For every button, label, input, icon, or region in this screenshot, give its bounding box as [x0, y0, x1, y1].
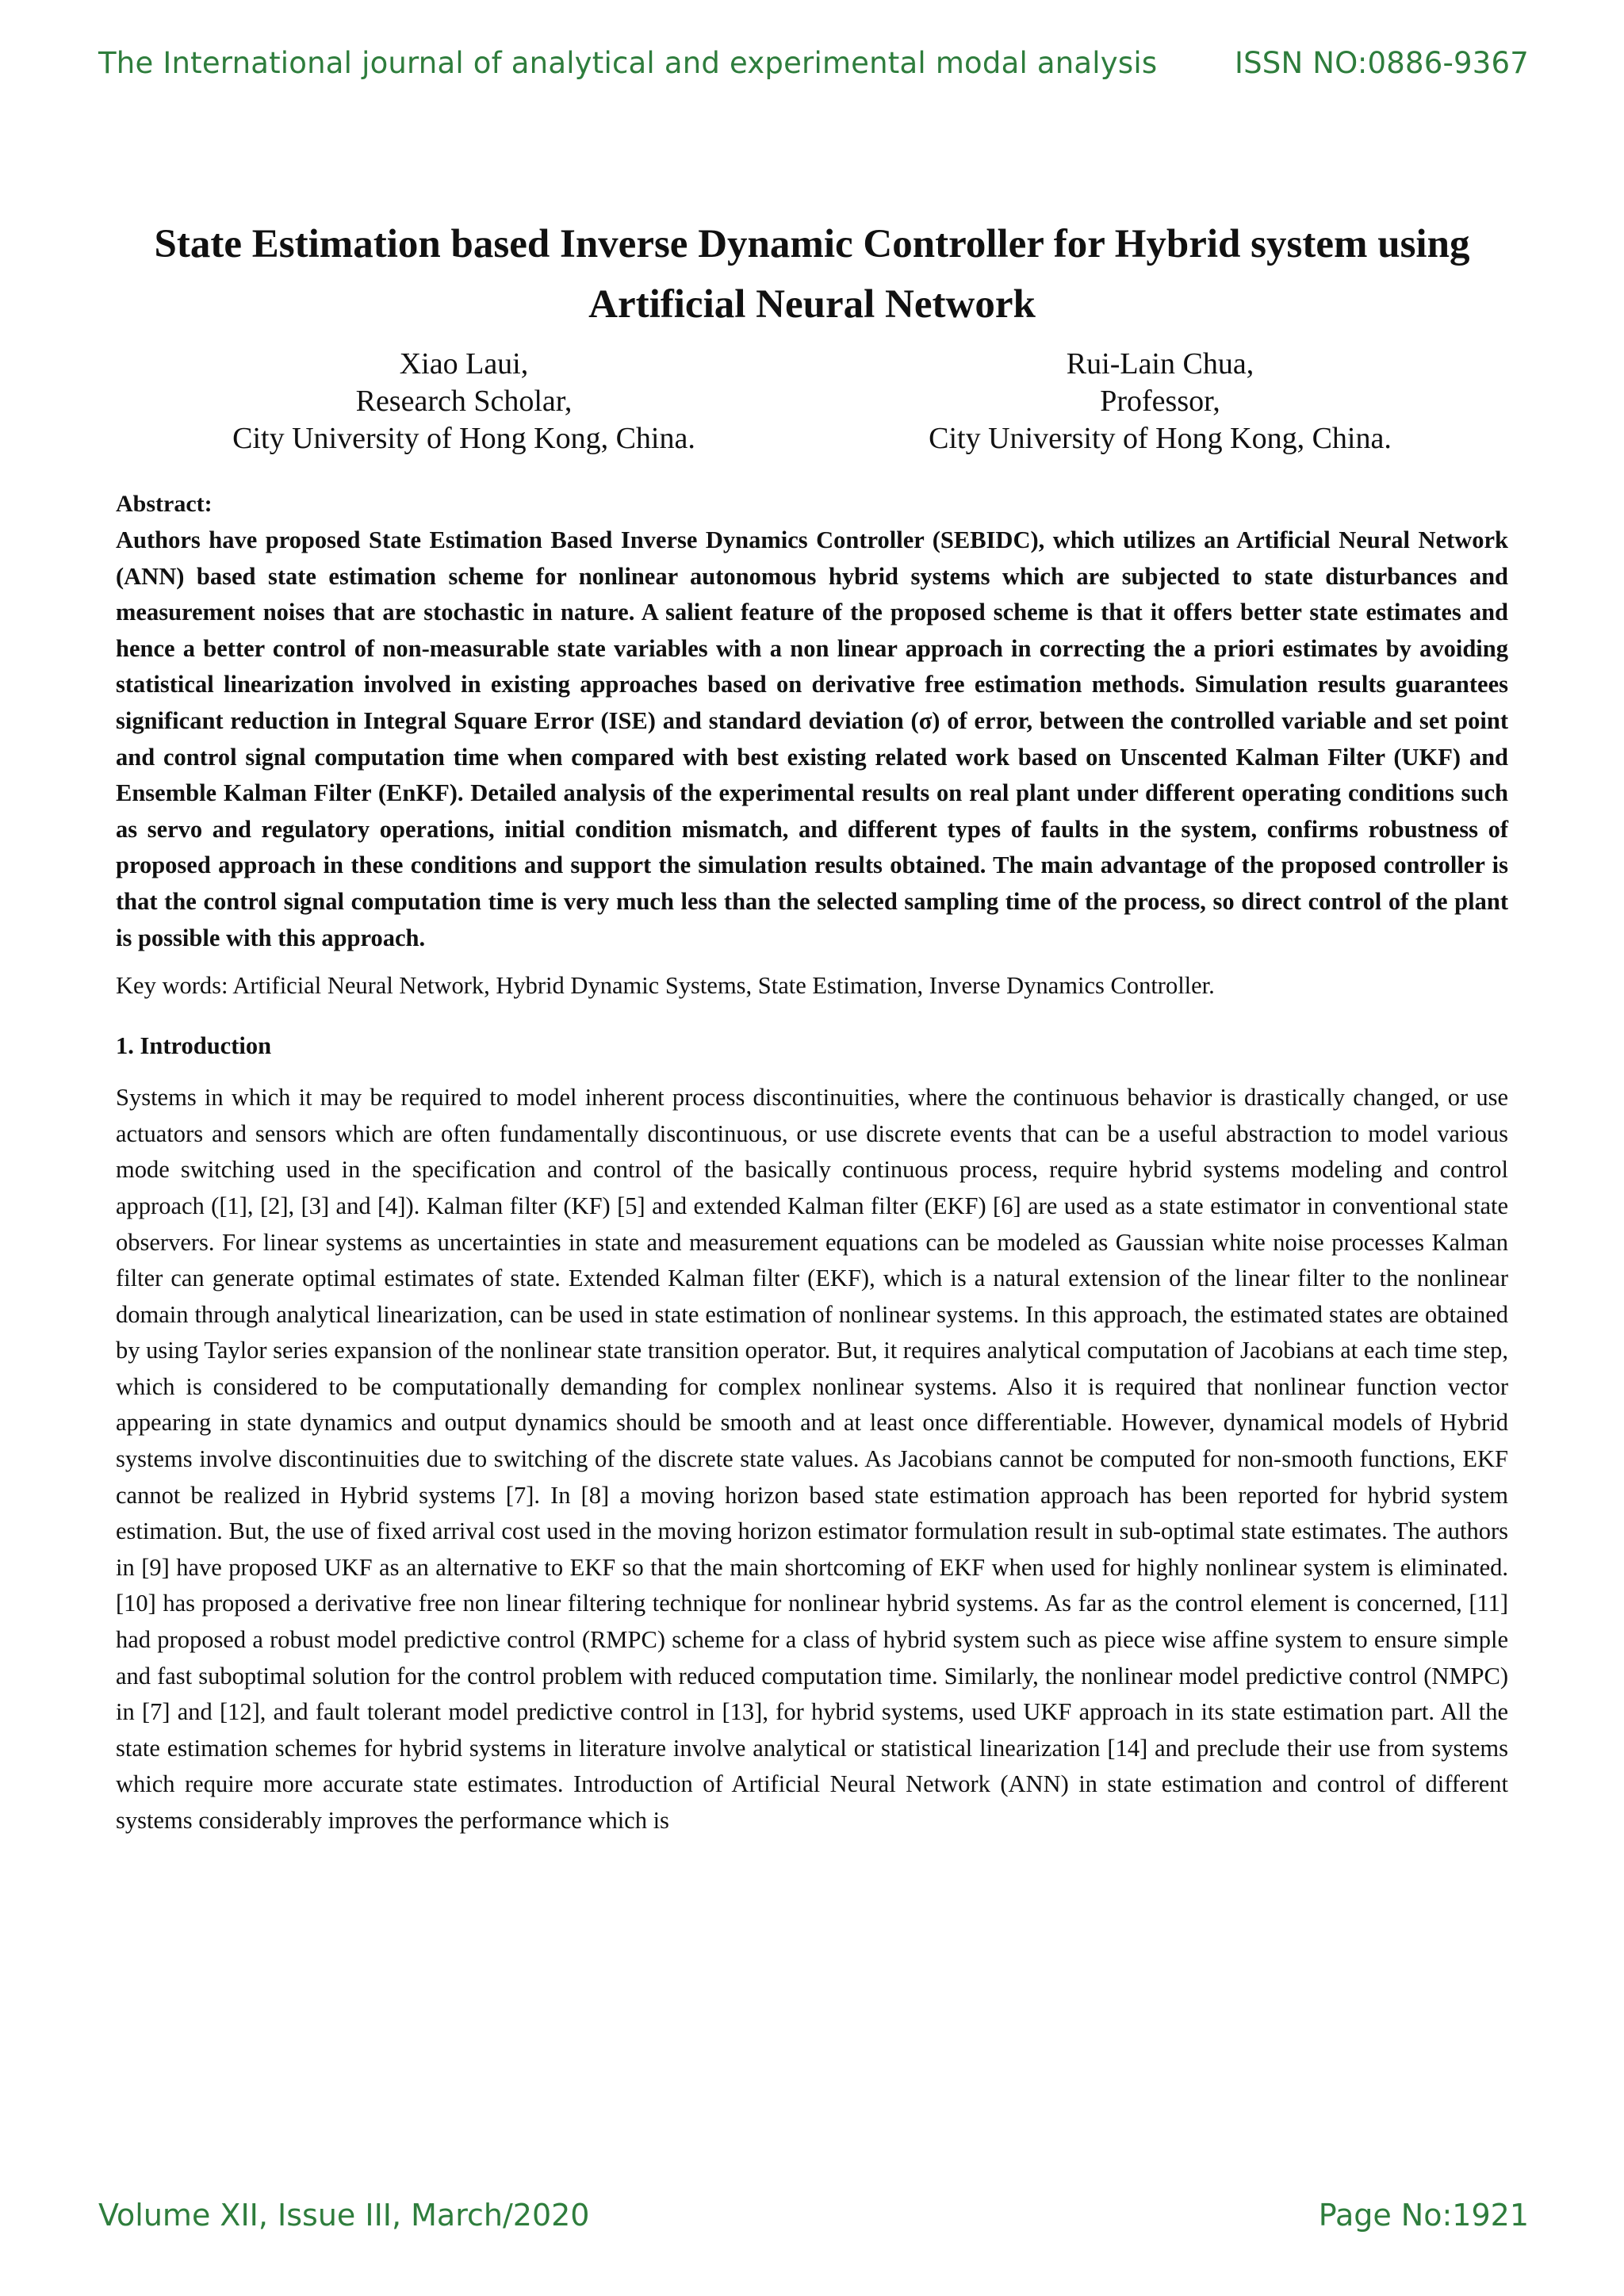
introduction-paragraph: Systems in which it may be required to model inherent process discontinuities, where the continuous behavior is drastically changed, or use actuators and sensors which are often fundamentally discontinuous, or use discrete events that can be a useful abstraction to model various mode switching used in the specification and control of the basically continuous process, require hybrid systems modeling and control approach ([1], [2], [3] and [4]). Kalman filter (KF) [5] and extended Kalman filter (EKF) [6] are used as a state estimator in conventional state observers. For linear systems as uncertainties in state and measurement equations can be modeled as Gaussian white noise processes Kalman filter can generate optimal estimates of state. Extended Kalman filter (EKF), which is a natural extension of the linear filter to the nonlinear domain through analytical linearization, can be used in state estimation of nonlinear systems. In this approach, the estimated states are obtained by using Taylor series expansion of the nonlinear state transition operator. But, it requires analytical computation of Jacobians at each time step, which is considered to be computationally demanding for complex nonlinear systems. Also it is required that nonlinear function vector appearing in state dynamics and output dynamics should be smooth and at least once differentiable. However, dynamical models of Hybrid systems involve discontinuities due to switching of the discrete state values. As Jacobians cannot be computed for non-smooth functions, EKF cannot be realized in Hybrid systems [7]. In [8] a moving horizon based state estimation approach has been reported for hybrid system estimation. But, the use of fixed arrival cost used in the moving horizon estimator formulation result in sub-optimal state estimates. The authors in [9] have proposed UKF as an alternative to EKF so that the main shortcoming of EKF when used for highly nonlinear system is eliminated. [10] has proposed a derivative free non linear filtering technique for nonlinear hybrid systems. As far as the control element is concerned, [11] had proposed a robust model predictive control (RMPC) scheme for a class of hybrid system such as piece wise affine system to ensure simple and fast suboptimal solution for the control problem with reduced computation time. Similarly, the nonlinear model predictive control (NMPC) in [7] and [12], and fault tolerant model predictive control in [13], for hybrid systems, used UKF approach in its state estimation part. All the state estimation schemes for hybrid systems in literature involve analytical or statistical linearization [14] and preclude their use from systems which require more accurate state estimates. Introduction of Artificial Neural Network (ANN) in state estimation and control of different systems considerably improves the performance which is: [116, 1084, 1508, 1834]
author-2: [812, 346, 1508, 457]
keywords: Key words: Artificial Neural Network, Hybrid Dynamic Systems, State Estimation, Inverse Dynamics Controller.: [116, 972, 1215, 1000]
issn-number: ISSN NO:0886-9367: [1234, 46, 1529, 80]
abstract-text: Authors have proposed State Estimation Based Inverse Dynamics Controller (SEBIDC), which utilizes an Artificial Neural Network (ANN) based state estimation scheme for nonlinear autonomous hybrid systems which are subjected to state disturbances and measurement noises that are stochastic in nature. A salient feature of the proposed scheme is that it offers better state estimates and hence a better control of non-measurable state variables with a non linear approach in correcting the a priori estimates by avoiding statistical linearization involved in existing approaches based on derivative free estimation methods. Simulation results guarantees significant reduction in Integral Square Error (ISE) and standard deviation (σ) of error, between the controlled variable and set point and control signal computation time when compared with best existing related work based on Unscented Kalman Filter (UKF) and Ensemble Kalman Filter (EnKF). Detailed analysis of the experimental results on real plant under different operating conditions such as servo and regulatory operations, initial condition mismatch, and different types of faults in the system, confirms robustness of proposed approach in these conditions and support the simulation results obtained. The main advantage of the proposed controller is that the control signal computation time is very much less than the selected sampling time of the process, so direct control of the plant is possible with this approach.: [116, 526, 1508, 951]
abstract-label: Abstract:: [116, 491, 213, 517]
author-name: Rui-Lain Chua,: [1066, 347, 1254, 381]
author-name: Xiao Laui,: [399, 347, 529, 381]
author-role: Research Scholar,: [355, 385, 573, 418]
page-number: Page No:1921: [1318, 2198, 1529, 2233]
volume-issue: Volume XII, Issue III, March/2020: [98, 2198, 590, 2233]
journal-name: The International journal of analytical and experimental modal analysis: [98, 46, 1158, 80]
running-footer: [98, 2198, 1529, 2233]
author-affiliation: City University of Hong Kong, China.: [232, 422, 695, 455]
author-1: [116, 346, 812, 457]
author-affiliation: City University of Hong Kong, China.: [929, 422, 1392, 455]
author-role: Professor,: [1100, 385, 1220, 418]
paper-content: [116, 214, 1508, 1863]
section-heading-introduction: 1. Introduction: [116, 1032, 272, 1060]
author-block: [116, 346, 1508, 457]
running-header: [98, 46, 1529, 80]
paper-title: State Estimation based Inverse Dynamic Controller for Hybrid system using Artificial Neural Network: [154, 222, 1470, 327]
